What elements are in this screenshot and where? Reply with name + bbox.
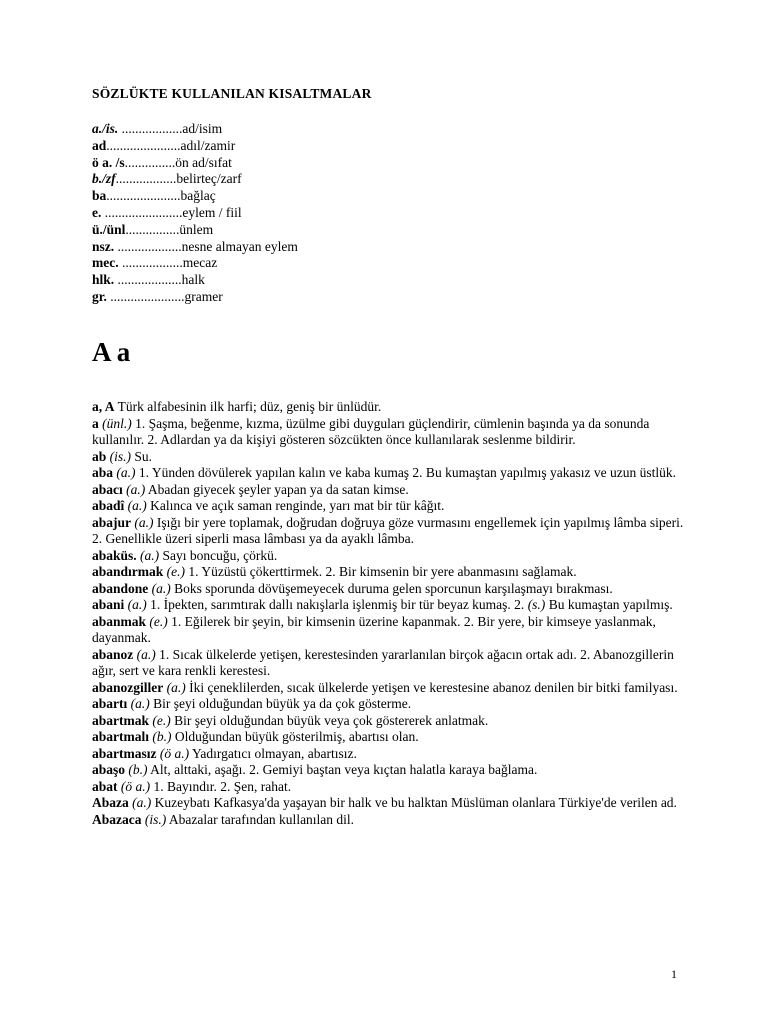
entry-definition: Kuzeybatı Kafkasya'da yaşayan bir halk ve bu halktan Müslüman olanlara Türkiye'de verilen ad. [151, 795, 677, 810]
entry-definition: Alt, alttaki, aşağı. 2. Gemiyi baştan veya kıçtan halatla karaya bağlama. [147, 762, 538, 777]
dictionary-entry [92, 647, 692, 680]
entry-definition: Bu kumaştan yapılmış. [545, 597, 673, 612]
entry-part-of-speech: (a.) [113, 465, 136, 480]
entry-headword: abandırmak [92, 564, 164, 579]
dictionary-entry [92, 729, 692, 746]
dictionary-entry [92, 795, 692, 812]
dictionary-entry [92, 746, 692, 763]
abbreviation-term: hlk. [92, 272, 115, 288]
dictionary-entry [92, 399, 692, 416]
dictionary-entry [92, 465, 692, 482]
entry-part-of-speech: (a.) [133, 646, 156, 662]
entry-definition: Olduğundan büyük gösterilmiş, abartısı olan. [171, 729, 419, 744]
dictionary-entry [92, 515, 692, 548]
entry-headword: ab [92, 448, 107, 464]
abbreviation-row [92, 171, 298, 188]
entry-definition: 1. Yünden dövülerek yapılan kalın ve kaba kumaş 2. Bu kumaştan yapılmış yakasız ve uzun üstlük. [135, 465, 677, 480]
abbreviation-dots: .................. [118, 255, 183, 271]
entry-part-of-speech: (a.) [128, 795, 152, 810]
abbreviation-row [92, 121, 298, 138]
abbreviation-row [92, 272, 298, 289]
abbreviation-meaning: adıl/zamir [180, 137, 236, 153]
entry-headword: aba [92, 465, 114, 480]
entry-headword: a, A [92, 399, 115, 414]
entry-part-of-speech: (s.) [524, 597, 546, 612]
page-number: 1 [671, 967, 677, 981]
dictionary-entry [92, 564, 692, 581]
entry-headword: abandone [92, 580, 149, 596]
entry-part-of-speech: (a.) [136, 547, 160, 563]
entry-headword: abacı [92, 481, 123, 497]
entry-part-of-speech: (e.) [163, 564, 186, 579]
entry-headword: abanmak [92, 613, 147, 629]
entry-headword: abadî [92, 498, 125, 513]
entry-headword: abat [92, 778, 118, 794]
entry-definition: Sayı boncuğu, çörkü. [159, 547, 278, 563]
abbreviation-meaning: nesne almayan eylem [181, 238, 298, 254]
entry-headword: Abazaca [92, 811, 142, 827]
entry-headword: abajur [92, 514, 132, 530]
entry-definition: 1. Eğilerek bir şeyin, bir kimsenin üzerine kapanmak. 2. Bir yere, bir kimseye yaslanmak, dayanmak. [92, 613, 656, 645]
entry-part-of-speech: (b.) [125, 762, 148, 777]
abbreviation-dots: ................ [125, 221, 180, 237]
abbreviation-dots: .................. [118, 121, 183, 136]
entry-part-of-speech: (e.) [146, 613, 168, 629]
dictionary-entry [92, 498, 692, 515]
abbreviation-meaning: halk [181, 272, 205, 288]
dictionary-entry [92, 614, 692, 647]
abbreviation-term: gr. [92, 288, 107, 304]
dictionary-entry [92, 597, 692, 614]
abbreviation-dots: ....................... [101, 204, 183, 220]
entry-part-of-speech: (b.) [149, 729, 172, 744]
entry-part-of-speech: (e.) [149, 712, 171, 728]
abbreviation-meaning: gramer [184, 288, 223, 304]
abbreviation-term: nsz. [92, 238, 115, 254]
entry-definition: 1. Sıcak ülkelerde yetişen, kerestesinden yararlanılan birçok ağacın ortak adı. 2. Abanozgillerin ağır, sert ve kara renkli kerestesi. [92, 646, 674, 678]
entry-headword: abartmasız [92, 745, 157, 761]
entry-headword: abani [92, 597, 125, 612]
entry-definition: Abadan giyecek şeyler yapan ya da satan kimse. [145, 481, 409, 497]
abbreviation-meaning: ad/isim [182, 121, 223, 136]
abbreviation-dots: ............... [124, 154, 176, 170]
section-title: A a [92, 337, 131, 367]
entry-definition: Boks sporunda dövüşemeyecek duruma gelen sporcunun karşılaşmayı bırakması. [170, 580, 613, 596]
abbreviation-row [92, 138, 298, 155]
entry-headword: abaşo [92, 762, 126, 777]
entry-definition: İki çeneklilerden, sıcak ülkelerde yetişen ve kerestesine abanoz denilen bir bitki familyası. [185, 679, 678, 695]
entry-definition: Bir şeyi olduğundan büyük veya çok göstererek anlatmak. [170, 712, 489, 728]
abbreviation-meaning: bağlaç [180, 188, 216, 204]
dictionary-entry [92, 713, 692, 730]
abbreviation-dots: ...................... [106, 188, 181, 204]
abbreviation-row [92, 205, 298, 222]
abbreviation-dots: ...................... [106, 137, 181, 153]
entry-part-of-speech: (a.) [124, 597, 147, 612]
entry-definition: 1. Yüzüstü çökerttirmek. 2. Bir kimsenin bir yere abanmasını sağlamak. [185, 564, 577, 579]
entry-definition: Su. [131, 448, 153, 464]
abbreviation-meaning: eylem / fiil [182, 204, 242, 220]
entry-definition: Işığı bir yere toplamak, doğrudan doğruya göze vurmasını engellemek için yapılmış lâmba siperi. 2. Genellikle üzeri siperli masa lâmbası ya da ayaklı lâmba. [92, 514, 684, 546]
abbreviation-term: e. [92, 204, 102, 220]
abbreviation-term: ü./ünl [92, 221, 126, 237]
dictionary-entry [92, 416, 692, 449]
entry-part-of-speech: (a.) [148, 580, 171, 596]
entry-part-of-speech: (a.) [127, 696, 150, 711]
entry-definition: 1. Bayındır. 2. Şen, rahat. [150, 778, 292, 794]
abbreviation-dots: ................... [114, 238, 182, 254]
abbreviation-meaning: ünlem [179, 221, 214, 237]
entry-part-of-speech: (ö a.) [117, 778, 151, 794]
entry-headword: abaküs. [92, 547, 137, 563]
entry-definition: Abazalar tarafından kullanılan dil. [166, 811, 355, 827]
dictionary-entry [92, 779, 692, 796]
dictionary-entry [92, 680, 692, 697]
entry-definition: Yadırgatıcı olmayan, abartısız. [189, 745, 357, 761]
abbreviation-term: ö a. /s [92, 154, 125, 170]
entry-part-of-speech: (is.) [141, 811, 167, 827]
entry-definition: Kalınca ve açık saman renginde, yarı mat bir tür kâğıt. [146, 498, 445, 513]
dictionary-entry [92, 812, 692, 829]
abbreviation-row [92, 239, 298, 256]
entry-headword: abartı [92, 696, 128, 711]
abbreviations-heading: SÖZLÜKTE KULLANILAN KISALTMALAR [92, 86, 372, 101]
abbreviation-row [92, 222, 298, 239]
dictionary-entry [92, 548, 692, 565]
entry-part-of-speech: (a.) [124, 498, 147, 513]
abbreviation-meaning: belirteç/zarf [176, 171, 242, 187]
abbreviation-row [92, 155, 298, 172]
dictionary-entry [92, 696, 692, 713]
entry-part-of-speech: (a.) [163, 679, 186, 695]
entry-part-of-speech: (a.) [122, 481, 146, 497]
abbreviation-meaning: ön ad/sıfat [175, 154, 232, 170]
entry-headword: abanoz [92, 646, 134, 662]
abbreviation-row [92, 255, 298, 272]
abbreviation-dots: .................. [115, 171, 177, 187]
abbreviation-term: b./zf [92, 171, 116, 187]
entry-definition: 1. Şaşma, beğenme, kızma, üzülme gibi duyguları güçlendirir, cümlenin başında ya da sonunda kullanılır. 2. Adlardan ya da kişiyi gösteren sözcükten önce kullanılarak seslenme bildirir. [92, 415, 650, 447]
dictionary-entry [92, 449, 692, 466]
entry-part-of-speech: (a.) [131, 514, 154, 530]
abbreviation-row [92, 289, 298, 306]
abbreviation-dots: ...................... [106, 288, 185, 304]
abbreviation-term: a./is. [92, 121, 119, 136]
entry-definition: Türk alfabesinin ilk harfi; düz, geniş bir ünlüdür. [114, 399, 382, 414]
entry-headword: Abaza [92, 795, 129, 810]
dictionary-entries [92, 399, 692, 828]
entry-headword: a [92, 415, 99, 431]
entry-headword: abartmak [92, 712, 149, 728]
abbreviation-term: ba [92, 188, 107, 204]
dictionary-entry [92, 762, 692, 779]
abbreviation-meaning: mecaz [182, 255, 218, 271]
abbreviations-list [92, 121, 298, 306]
entry-headword: abartmalı [92, 729, 149, 744]
entry-headword: abanozgiller [92, 679, 164, 695]
dictionary-entry [92, 581, 692, 598]
entry-part-of-speech: (is.) [106, 448, 132, 464]
entry-part-of-speech: (ö a.) [156, 745, 190, 761]
entry-definition: Bir şeyi olduğundan büyük ya da çok gösterme. [149, 696, 412, 711]
entry-part-of-speech: (ünl.) [98, 415, 132, 431]
entry-definition: 1. İpekten, sarımtırak dallı nakışlarla işlenmiş bir tür beyaz kumaş. 2. [146, 597, 525, 612]
abbreviation-row [92, 188, 298, 205]
abbreviation-term: mec. [92, 255, 119, 271]
abbreviation-term: ad [92, 137, 107, 153]
abbreviation-dots: ................... [114, 272, 182, 288]
dictionary-entry [92, 482, 692, 499]
